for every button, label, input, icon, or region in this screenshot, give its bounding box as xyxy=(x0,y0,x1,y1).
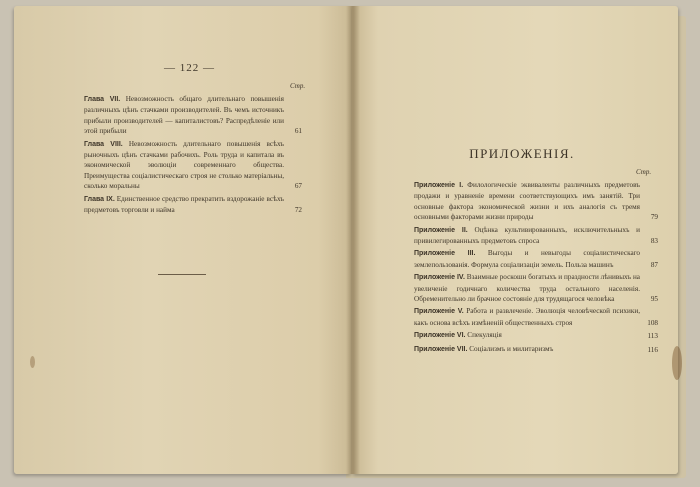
appendix-page: 108 xyxy=(647,318,658,327)
chapter-page: 61 xyxy=(294,127,302,136)
right-page xyxy=(352,6,678,474)
toc-entry xyxy=(414,306,658,328)
toc-entry xyxy=(414,344,658,355)
chapter-text: Единственное средство прекратить вздорожаніе всѣхъ предметовъ торговли и найма xyxy=(84,194,284,215)
stain xyxy=(30,356,35,368)
appendix-label: Приложеніе III. xyxy=(414,250,476,258)
appendix-text: Работа и развлеченіе. Эволюція человѣческой психики, какъ основа всѣхъ измѣненій общественныхъ строя xyxy=(414,307,640,327)
chapter-label: Глава VIII. xyxy=(84,140,123,148)
section-title: ПРИЛОЖЕНІЯ. xyxy=(469,146,575,161)
chapter-label: Глава VII. xyxy=(84,96,121,103)
appendix-text: Спекуляція xyxy=(467,331,502,340)
toc-entry xyxy=(414,330,658,341)
appendix-text: Взаимные роскошн богатыхъ и праздности лѣнивыхъ на увеличеніе годичнаго количества труда остального населенія. Обременительно ли брачное состояніе для трудящагося человѣка xyxy=(414,273,640,304)
appendix-page: 95 xyxy=(650,295,658,304)
chapter-page: 67 xyxy=(294,182,302,191)
appendix-label: Приложеніе VII. xyxy=(414,345,468,353)
appendix-label: Приложеніе V. xyxy=(414,308,464,316)
appendix-text: Филологическіе эквиваленты различныхъ предметовъ продажи и уравненіе времени соответствующихъ имъ занятій. Три основные фактора экономической жизни и ихъ аналогія съ тремя основными факторами жизни природы xyxy=(414,181,640,222)
left-toc xyxy=(84,94,302,217)
toc-entry xyxy=(414,225,658,247)
appendix-page: 116 xyxy=(647,345,658,354)
toc-entry xyxy=(84,139,302,192)
appendix-text: Соціализмъ и милитаризмъ xyxy=(469,344,554,353)
toc-entry xyxy=(84,94,302,137)
appendix-label: Приложеніе I. xyxy=(414,182,464,189)
appendix-text: Выгоды и невыгоды соціалистическаго землепользованія. Формула соціализаціи земель. Польза машинъ xyxy=(414,249,641,269)
stain xyxy=(672,346,682,380)
chapter-label: Глава IX. xyxy=(84,195,115,203)
chapter-text: Невозможность длительнаго повышенія всѣхъ рыночныхъ цѣнъ стачками рабочихъ. Роль труда и капитала въ экономической эволюціи современнаго общества. Преимущества соціалистическаго строя не столько матеріальны, сколько моральны xyxy=(84,139,285,191)
left-page xyxy=(14,6,352,474)
toc-entry xyxy=(414,248,658,270)
toc-entry xyxy=(414,180,658,223)
page-column-label: Стр. xyxy=(290,82,306,90)
chapter-text: Невозможность общаго длительнаго повышенія различныхъ цѣнъ стачками производителей. Въ чемъ источникъ прибыли производителей — капиталистовъ? Распредѣленіе или этой прибыли xyxy=(84,95,284,136)
toc-entry xyxy=(84,194,302,216)
page-column-label: Стр. xyxy=(636,168,652,176)
toc-entry xyxy=(414,272,658,304)
appendix-page: 83 xyxy=(650,237,658,246)
divider xyxy=(158,274,206,275)
appendix-page: 87 xyxy=(650,260,658,269)
appendix-label: Приложеніе VI. xyxy=(414,332,466,340)
appendix-page: 113 xyxy=(647,332,658,341)
open-book xyxy=(14,6,690,480)
appendix-text: Оцѣнка культивированныхъ, исключительныхъ и привилегированныхъ предметовъ спроса xyxy=(414,225,641,246)
chapter-page: 72 xyxy=(294,206,302,215)
appendix-label: Приложеніе IV. xyxy=(414,274,465,282)
page-number: — 122 — xyxy=(164,62,215,74)
book-gutter xyxy=(346,6,360,474)
appendix-page: 79 xyxy=(650,213,658,222)
right-toc xyxy=(414,180,658,357)
appendix-label: Приложеніе II. xyxy=(414,226,468,234)
